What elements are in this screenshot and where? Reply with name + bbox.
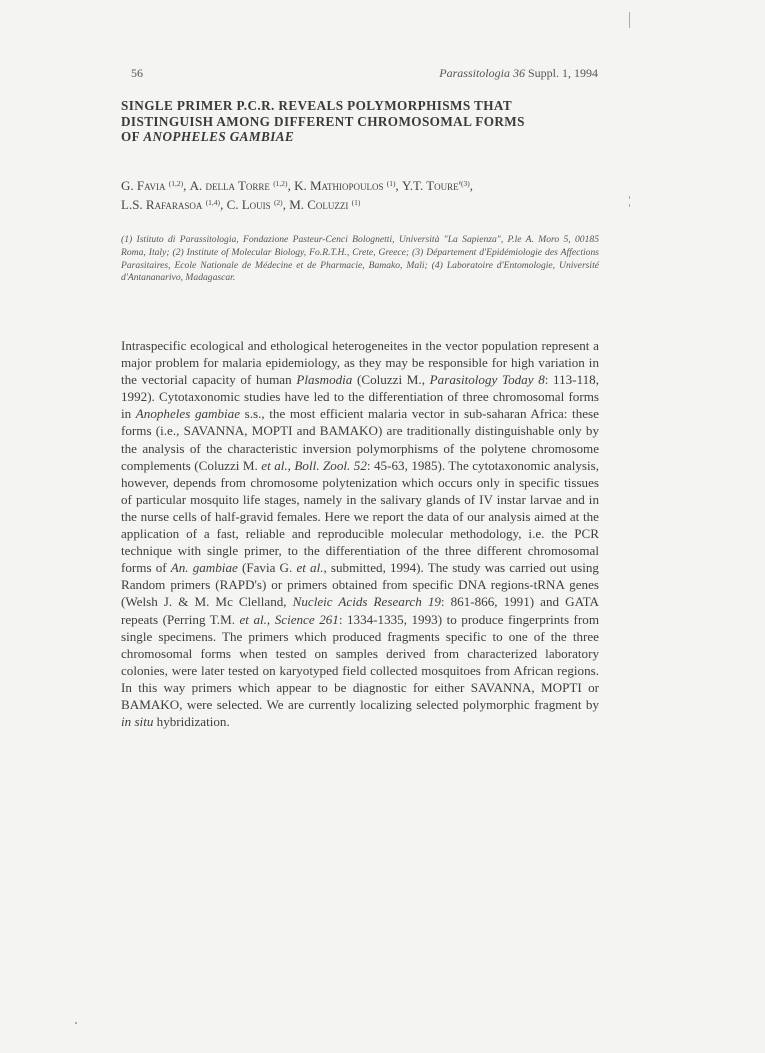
abstract-italic: in situ xyxy=(121,714,154,730)
author-name: L.S. Rafarasoa xyxy=(121,197,203,212)
abstract-italic: Plasmodia xyxy=(296,372,353,388)
abstract-italic: Nucleic Acids Research 19 xyxy=(292,594,441,610)
author-name: C. Louis xyxy=(226,197,271,212)
title-line xyxy=(121,129,601,145)
abstract-paragraph xyxy=(121,337,599,730)
journal-supplement: Suppl. 1, 1994 xyxy=(527,66,598,80)
abstract-text: hybridization. xyxy=(153,714,230,730)
author-name: K. Mathiopoulos xyxy=(294,178,384,193)
author-affiliation-ref: (3) xyxy=(461,179,470,188)
title-prefix: OF xyxy=(121,129,144,144)
author-name: A. della Torre xyxy=(189,178,270,193)
author-affiliation-ref: (1,2) xyxy=(168,179,184,188)
author-line: L.S. Rafarasoa $^{(1,4)}$, C. Louis $^{(2)}$, M. Coluzzi $^{(1)}$ xyxy=(121,197,361,212)
author-list xyxy=(121,175,611,213)
affiliations: (1) Istituto di Parassitologia, Fondazione Pasteur-Cenci Bolognetti, Università "La Sapienza", P.le A. Moro 5, 00185 Roma, Italy; (2) Institute of Molecular Biology, Fo.R.T.H., Crete, Greece; (3) Département d'Epidémiologie des Affections Parasitaires, Ecole Nationale de Médecine et de Pharmacie, Bamako, Mali; (4) Laboratoire d'Entomologie, Université d'Antananarivo, Madagascar. xyxy=(121,234,599,284)
scan-artifact xyxy=(75,1022,77,1024)
author-affiliation-ref: (1) xyxy=(351,198,361,207)
journal-citation xyxy=(439,66,598,81)
author-affiliation-ref: (1) xyxy=(386,179,396,188)
abstract-text: : 113-118, 1992). Cytotaxonomic studies have led to the differentiation of three chromosomal forms in xyxy=(121,372,600,422)
abstract-text: : 45-63, 1985). The cytotaxonomic analysis, however, depends from chromosome polytenization which occurs only in specific tissues of particular mosquito life stages, namely in the salivary glands of IV instar larvae and in the nurse cells of half-gravid females. Here we report the data of our analysis aimed at the application of a fast, reliable and reproducible molecular methodology, i.e. the PCR technique with single primer, to the differentiation of the three different chromosomal forms of xyxy=(121,457,599,576)
journal-volume: 36 xyxy=(512,66,525,80)
abstract-italic: Anopheles gambiae xyxy=(135,406,241,422)
abstract-italic: Parasitology Today 8 xyxy=(429,372,545,388)
journal-name: Parassitologia xyxy=(439,66,510,80)
scan-artifact xyxy=(629,196,630,199)
title-species: ANOPHELES GAMBIAE xyxy=(143,129,295,144)
abstract-text: , submitted, 1994). The study was carried out using Random primers (RAPD's) or primers obtained from specific DNA regions-tRNA genes (Welsh J. & M. Mc Clelland, xyxy=(121,560,599,610)
abstract-italic: et al., Science 261 xyxy=(239,611,339,627)
scan-artifact xyxy=(629,12,630,28)
scan-artifact xyxy=(629,204,630,207)
author-name: Y.T. Toure' xyxy=(402,178,462,193)
author-name: M. Coluzzi xyxy=(289,197,349,212)
abstract-italic: et al., Boll. Zool. 52 xyxy=(261,457,367,473)
abstract-text: : 861-866, 1991) and GATA repeats (Perring T.M. xyxy=(121,594,599,627)
abstract-text: (Favia G. xyxy=(237,560,297,576)
author-line: G. Favia $^{(1,2)}$, A. della Torre $^{(1,2)}$, K. Mathiopoulos $^{(1)}$, Y.T. $Toure'^{(3)}$, xyxy=(121,178,474,193)
abstract-text: (Coluzzi M., xyxy=(352,372,430,388)
title-line: DISTINGUISH AMONG DIFFERENT CHROMOSOMAL FORMS xyxy=(121,113,525,129)
author-affiliation-ref: (1,4) xyxy=(205,198,221,207)
page-number: 56 xyxy=(131,66,143,80)
title-line: SINGLE PRIMER P.C.R. REVEALS POLYMORPHISMS THAT xyxy=(121,98,513,113)
author-affiliation-ref: (1,2) xyxy=(273,179,288,188)
abstract-italic: An. gambiae xyxy=(170,560,238,576)
abstract-italic: et al. xyxy=(296,560,324,576)
abstract-text: : 1334-1335, 1993) to produce fingerprints from single specimens. The primers which produced fragments specific to one of the three chromosomal forms when tested on samples derived from characterized laboratory colonies, were later tested on karyotyped field collected mosquitoes from African regions. In this way primers which appear to be diagnostic for either SAVANNA, MOPTI or BAMAKO, were selected. We are currently localizing selected polymorphic fragment by xyxy=(121,611,600,712)
author-affiliation-ref: (2) xyxy=(273,198,283,207)
author-name: G. Favia xyxy=(121,178,166,193)
paper-title xyxy=(121,98,601,145)
abstract-text: Intraspecific ecological and ethological heterogeneites in the vector population represent a major problem for malaria epidemiology, as they may be responsible for high variation in the vectorial capacity of human xyxy=(121,338,599,388)
abstract-text: s.s., the most efficient malaria vector in sub-saharan Africa: these forms (i.e., SAVANNA, MOPTI and BAMAKO) are traditionally distinguishable only by the analysis of the characteristic inversion polymorphisms of the polytene chromosome complements (Coluzzi M. xyxy=(121,406,599,473)
